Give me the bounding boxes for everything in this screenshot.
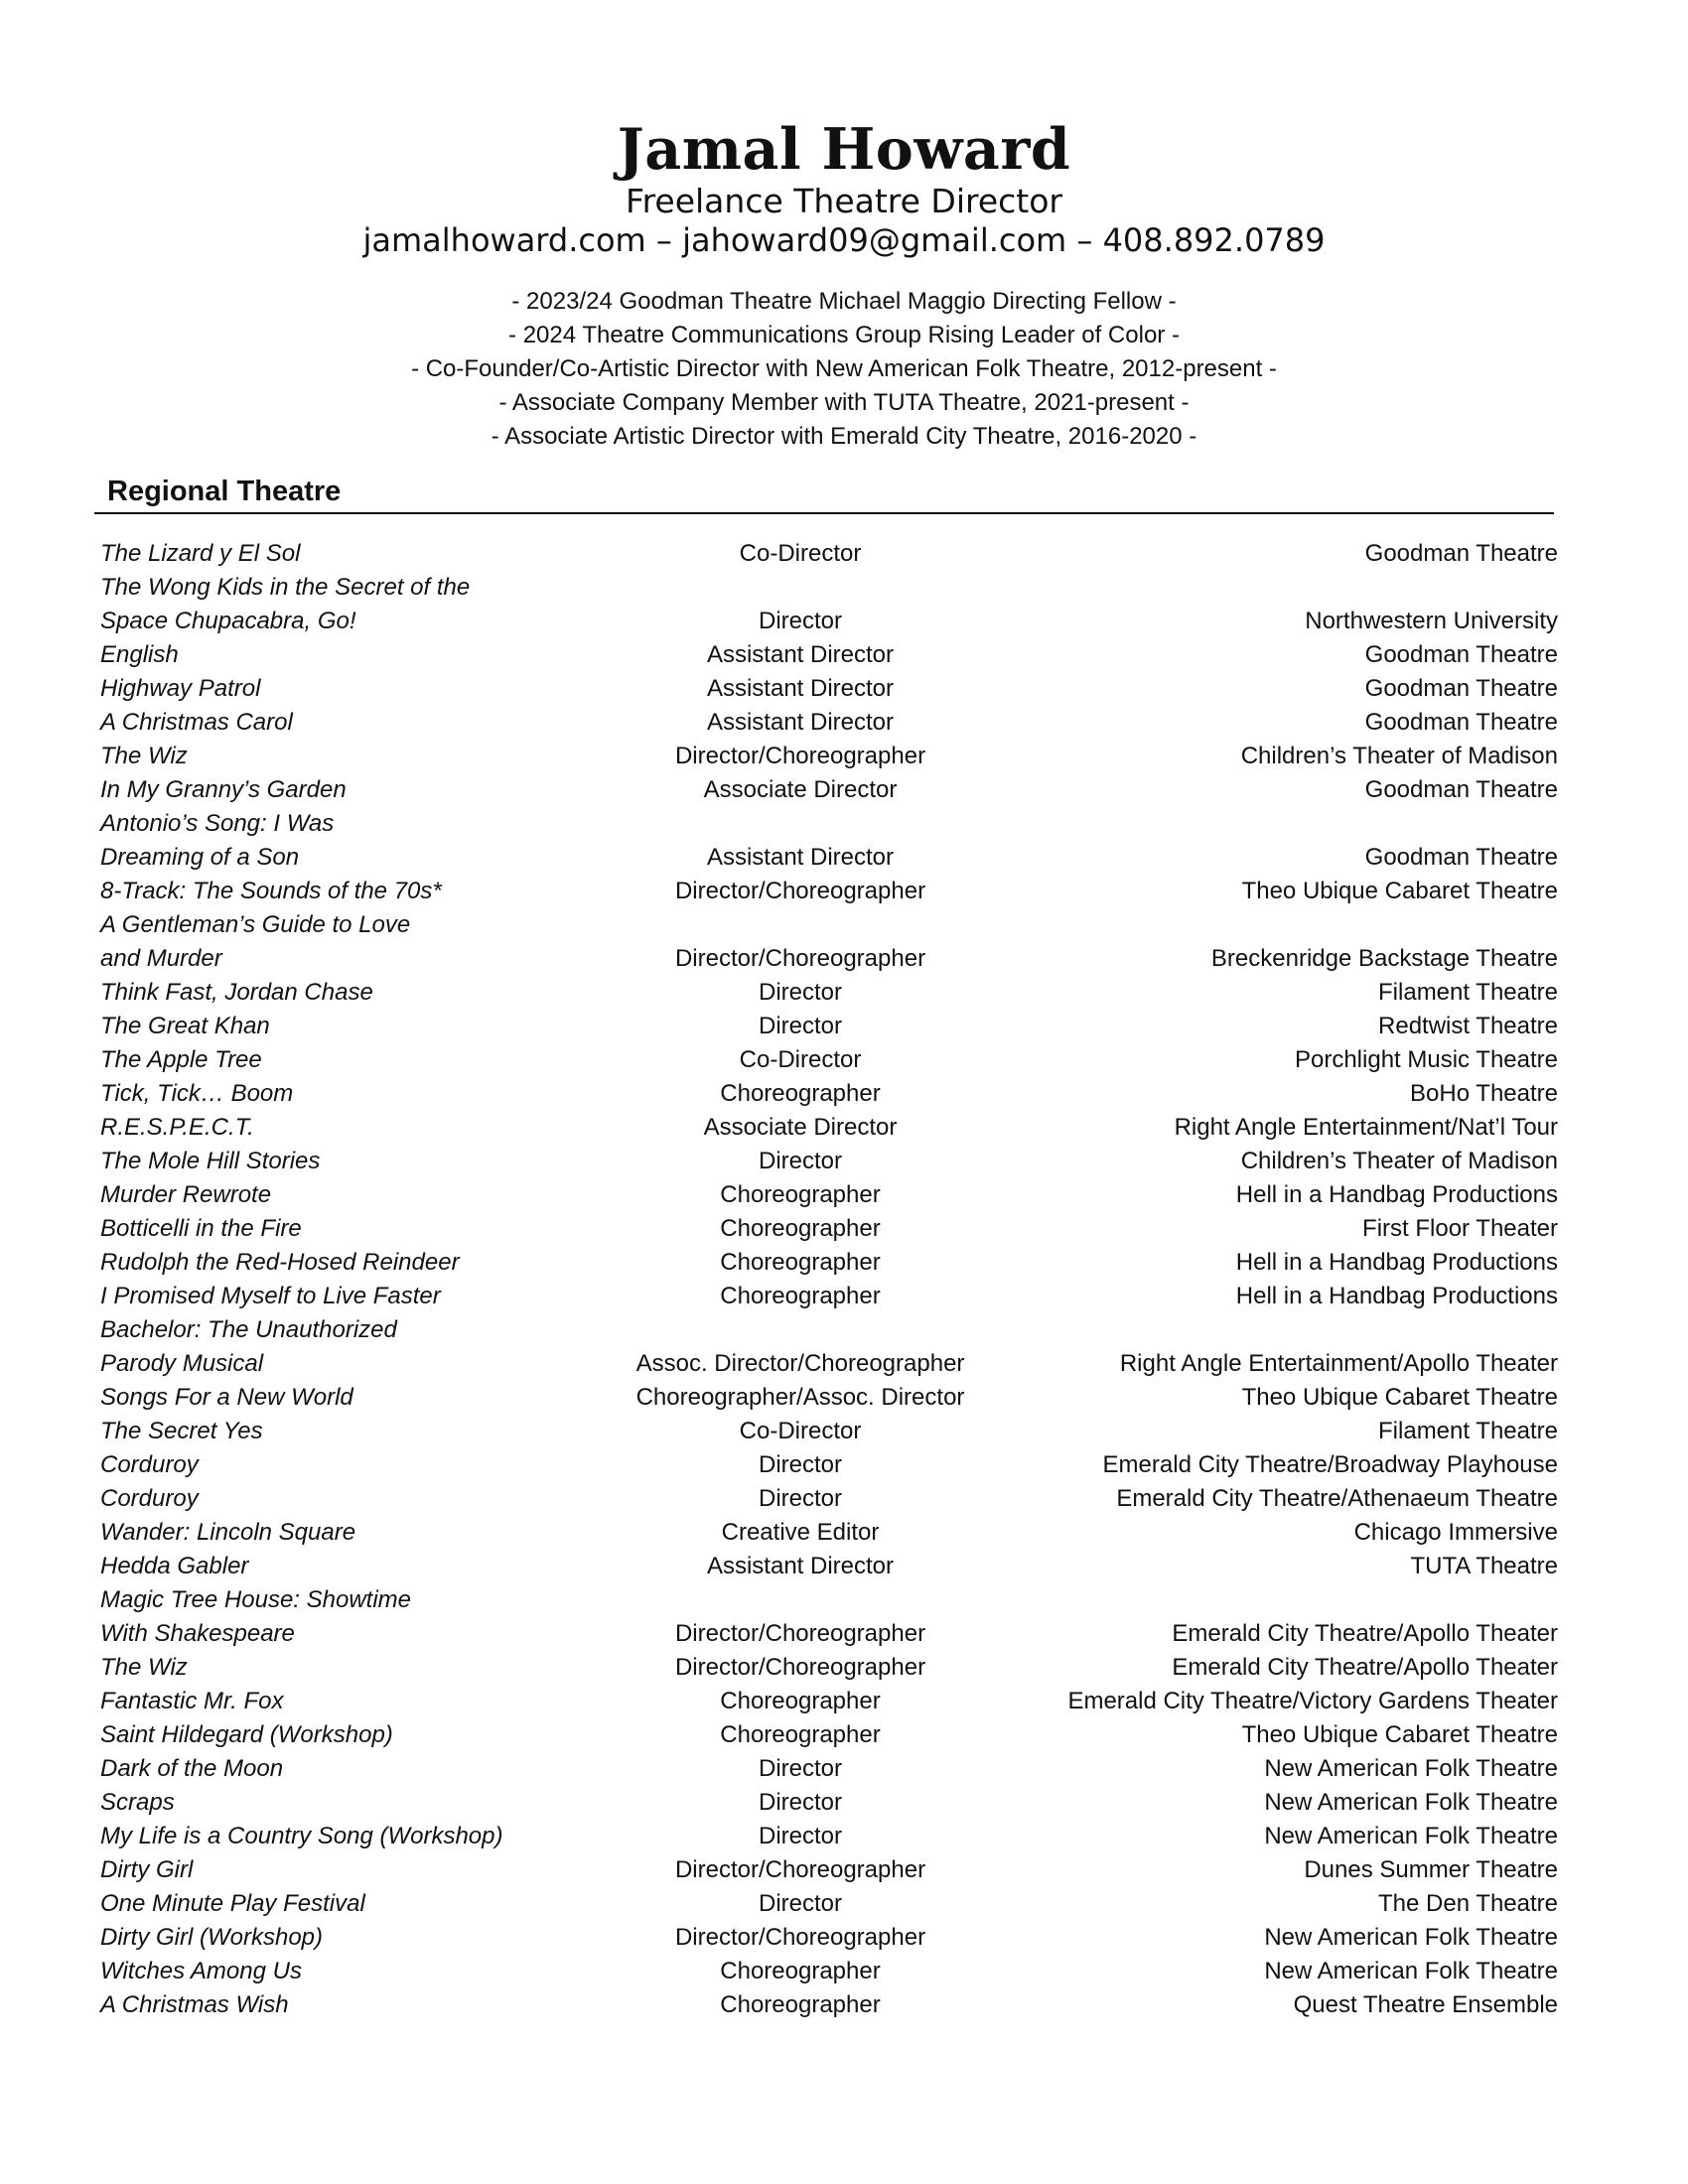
credit-venue: Dunes Summer Theatre <box>1304 1856 1558 1883</box>
credit-venue: Theo Ubique Cabaret Theatre <box>1241 1721 1558 1748</box>
credit-venue: Quest Theatre Ensemble <box>1293 1991 1558 2018</box>
credit-row <box>100 773 1558 807</box>
credit-production-title: Magic Tree House: Showtime With Shakespeare <box>100 1586 412 1647</box>
credit-production-title: The Wiz <box>100 1654 188 1681</box>
credit-role: Choreographer <box>720 1215 881 1242</box>
credit-row <box>100 1482 1558 1516</box>
honors-list <box>0 285 1688 454</box>
credit-row <box>100 740 1558 773</box>
credit-role: Director/Choreographer <box>674 743 926 769</box>
credit-role: Choreographer <box>720 1249 881 1276</box>
credit-row <box>100 1212 1558 1246</box>
credit-role: Director <box>758 979 842 1006</box>
credit-role: Director <box>758 1485 842 1512</box>
credit-role: Director/Choreographer <box>674 1924 926 1951</box>
credit-role: Assistant Director <box>706 675 895 702</box>
credit-row <box>100 976 1558 1010</box>
credit-production-title: R.E.S.P.E.C.T. <box>100 1114 254 1141</box>
credit-role: Choreographer <box>720 1991 881 2018</box>
credit-role: Director <box>758 1789 842 1816</box>
credit-role: Choreographer <box>720 1283 881 1309</box>
credit-venue: Emerald City Theatre/Broadway Playhouse <box>1102 1451 1558 1478</box>
credit-role: Director <box>758 1890 842 1917</box>
credit-venue: BoHo Theatre <box>1410 1080 1558 1107</box>
credit-role: Director <box>758 608 842 634</box>
credit-venue: Redtwist Theatre <box>1378 1013 1558 1039</box>
credit-row <box>100 537 1558 571</box>
credit-production-title: Fantastic Mr. Fox <box>100 1688 284 1714</box>
credit-production-title: My Life is a Country Song (Workshop) <box>100 1823 503 1849</box>
credit-production-title: Murder Rewrote <box>100 1181 272 1208</box>
credit-row <box>100 1685 1558 1718</box>
credit-venue: Filament Theatre <box>1378 1418 1558 1444</box>
credit-row <box>100 1583 1558 1651</box>
credit-role: Creative Editor <box>721 1519 880 1546</box>
credit-venue: Hell in a Handbag Productions <box>1235 1249 1558 1276</box>
credit-production-title: The Lizard y El Sol <box>100 540 301 567</box>
credit-row <box>100 1887 1558 1921</box>
credit-row <box>100 1043 1558 1077</box>
contact-line: jamalhoward.com – jahoward09@gmail.com – 408.892.0789 <box>362 221 1326 259</box>
credit-role: Assistant Director <box>706 641 895 668</box>
credit-venue: Children’s Theater of Madison <box>1240 1148 1558 1174</box>
credit-production-title: Saint Hildegard (Workshop) <box>100 1721 393 1748</box>
credit-role: Director/Choreographer <box>674 878 926 904</box>
credit-role: Assistant Director <box>706 844 895 871</box>
credit-role: Choreographer <box>720 1688 881 1714</box>
credit-venue: Emerald City Theatre/Athenaeum Theatre <box>1116 1485 1558 1512</box>
credit-venue: Emerald City Theatre/Apollo Theater <box>1172 1620 1558 1647</box>
credit-row <box>100 1280 1558 1313</box>
credit-row <box>100 571 1558 638</box>
credit-role: Associate Director <box>703 776 898 803</box>
credit-row <box>100 875 1558 908</box>
section-divider <box>94 512 1554 514</box>
credit-role: Assistant Director <box>706 709 895 736</box>
credit-venue: Theo Ubique Cabaret Theatre <box>1241 1384 1558 1411</box>
credit-venue: New American Folk Theatre <box>1264 1958 1558 1984</box>
credit-production-title: Corduroy <box>100 1451 199 1478</box>
credit-row <box>100 1415 1558 1448</box>
credit-row <box>100 1178 1558 1212</box>
honor-item: - 2024 Theatre Communications Group Rising Leader of Color - <box>508 322 1180 348</box>
credit-role: Assistant Director <box>706 1553 895 1579</box>
credit-venue: Emerald City Theatre/Apollo Theater <box>1172 1654 1558 1681</box>
credit-venue: New American Folk Theatre <box>1264 1823 1558 1849</box>
credit-venue: New American Folk Theatre <box>1264 1789 1558 1816</box>
credit-role: Director <box>758 1823 842 1849</box>
credit-production-title: The Wiz <box>100 743 188 769</box>
credits-list <box>100 537 1558 2022</box>
credit-venue: Goodman Theatre <box>1364 709 1558 736</box>
credit-venue: First Floor Theater <box>1362 1215 1558 1242</box>
credit-venue: Goodman Theatre <box>1364 675 1558 702</box>
credit-row <box>100 1313 1558 1381</box>
job-title: Freelance Theatre Director <box>625 182 1062 220</box>
credit-production-title: Botticelli in the Fire <box>100 1215 302 1242</box>
credit-role: Director/Choreographer <box>674 1856 926 1883</box>
honor-item: - Co-Founder/Co-Artistic Director with New American Folk Theatre, 2012-present - <box>411 355 1277 382</box>
credit-production-title: The Mole Hill Stories <box>100 1148 321 1174</box>
credit-venue: Porchlight Music Theatre <box>1294 1046 1558 1073</box>
credit-production-title: Songs For a New World <box>100 1384 353 1411</box>
credit-role: Director/Choreographer <box>674 1620 926 1647</box>
credit-venue: Northwestern University <box>1305 608 1558 634</box>
credit-row <box>100 1718 1558 1752</box>
honor-item: - Associate Artistic Director with Emerald City Theatre, 2016-2020 - <box>491 423 1197 450</box>
credit-production-title: Hedda Gabler <box>100 1553 249 1579</box>
credit-production-title: The Great Khan <box>100 1013 270 1039</box>
credit-venue: Breckenridge Backstage Theatre <box>1210 945 1558 972</box>
credit-row <box>100 1246 1558 1280</box>
honor-item: - 2023/24 Goodman Theatre Michael Maggio Directing Fellow - <box>511 288 1177 315</box>
credit-row <box>100 1786 1558 1820</box>
credit-venue: Hell in a Handbag Productions <box>1235 1181 1558 1208</box>
credit-role: Director/Choreographer <box>674 1654 926 1681</box>
credit-role: Choreographer <box>720 1958 881 1984</box>
credit-row <box>100 706 1558 740</box>
section-heading-regional-theatre: Regional Theatre <box>107 476 342 507</box>
credit-row <box>100 1111 1558 1145</box>
credit-production-title: A Gentleman’s Guide to Love and Murder <box>100 911 411 972</box>
credit-production-title: Rudolph the Red-Hosed Reindeer <box>100 1249 460 1276</box>
credit-production-title: Dark of the Moon <box>100 1755 284 1782</box>
credit-venue: New American Folk Theatre <box>1264 1924 1558 1951</box>
credit-role: Assoc. Director/Choreographer <box>635 1350 965 1377</box>
credit-venue: Hell in a Handbag Productions <box>1235 1283 1558 1309</box>
credit-production-title: The Apple Tree <box>100 1046 262 1073</box>
credit-row <box>100 1820 1558 1853</box>
credit-production-title: The Wong Kids in the Secret of the Space Chupacabra, Go! <box>100 574 471 634</box>
credit-venue: Right Angle Entertainment/Nat’l Tour <box>1174 1114 1558 1141</box>
credit-role: Co-Director <box>739 540 862 567</box>
credit-row <box>100 1010 1558 1043</box>
credit-production-title: English <box>100 641 179 668</box>
credit-row <box>100 1381 1558 1415</box>
credit-production-title: Think Fast, Jordan Chase <box>100 979 373 1006</box>
credit-venue: Right Angle Entertainment/Apollo Theater <box>1119 1350 1558 1377</box>
credit-venue: Emerald City Theatre/Victory Gardens Theater <box>1067 1688 1558 1714</box>
credit-production-title: In My Granny’s Garden <box>100 776 347 803</box>
credit-row <box>100 1955 1558 1988</box>
credit-production-title: I Promised Myself to Live Faster <box>100 1283 441 1309</box>
resume-name: Jamal Howard <box>617 116 1071 183</box>
credit-production-title: Dirty Girl (Workshop) <box>100 1924 324 1951</box>
credit-production-title: Dirty Girl <box>100 1856 194 1883</box>
credit-row <box>100 1145 1558 1178</box>
credit-role: Co-Director <box>739 1418 862 1444</box>
credit-venue: TUTA Theatre <box>1410 1553 1558 1579</box>
credit-venue: New American Folk Theatre <box>1264 1755 1558 1782</box>
credit-row <box>100 638 1558 672</box>
credit-row <box>100 1752 1558 1786</box>
honor-item: - Associate Company Member with TUTA Theatre, 2021-present - <box>498 389 1190 416</box>
credit-production-title: Antonio’s Song: I Was Dreaming of a Son <box>100 810 335 871</box>
credit-row <box>100 1516 1558 1550</box>
credit-venue: Filament Theatre <box>1378 979 1558 1006</box>
credit-row <box>100 1853 1558 1887</box>
credit-venue: Goodman Theatre <box>1364 776 1558 803</box>
credit-role: Choreographer/Assoc. Director <box>635 1384 965 1411</box>
credit-venue: Theo Ubique Cabaret Theatre <box>1241 878 1558 904</box>
credit-role: Co-Director <box>739 1046 862 1073</box>
credit-row <box>100 1651 1558 1685</box>
credit-row <box>100 672 1558 706</box>
credit-row <box>100 1921 1558 1955</box>
credit-role: Director/Choreographer <box>674 945 926 972</box>
credit-row <box>100 807 1558 875</box>
credit-production-title: Witches Among Us <box>100 1958 302 1984</box>
credit-row <box>100 1077 1558 1111</box>
credit-role: Choreographer <box>720 1080 881 1107</box>
credit-production-title: A Christmas Carol <box>100 709 293 736</box>
credit-production-title: A Christmas Wish <box>100 1991 289 2018</box>
credit-role: Director <box>758 1451 842 1478</box>
credit-role: Associate Director <box>703 1114 898 1141</box>
credit-row <box>100 1988 1558 2022</box>
credit-production-title: Scraps <box>100 1789 175 1816</box>
credit-production-title: Bachelor: The Unauthorized Parody Musical <box>100 1316 397 1377</box>
credit-production-title: Highway Patrol <box>100 675 261 702</box>
credit-production-title: Tick, Tick… Boom <box>100 1080 294 1107</box>
credit-venue: Goodman Theatre <box>1364 540 1558 567</box>
credit-role: Director <box>758 1013 842 1039</box>
credit-row <box>100 1550 1558 1583</box>
credit-venue: Goodman Theatre <box>1364 844 1558 871</box>
credit-role: Choreographer <box>720 1181 881 1208</box>
credit-production-title: Corduroy <box>100 1485 199 1512</box>
credit-row <box>100 908 1558 976</box>
credit-role: Director <box>758 1755 842 1782</box>
credit-production-title: Wander: Lincoln Square <box>100 1519 356 1546</box>
credit-venue: Chicago Immersive <box>1353 1519 1558 1546</box>
credit-venue: Children’s Theater of Madison <box>1240 743 1558 769</box>
credit-role: Choreographer <box>720 1721 881 1748</box>
credit-role: Director <box>758 1148 842 1174</box>
credit-production-title: 8-Track: The Sounds of the 70s* <box>100 878 442 904</box>
credit-venue: The Den Theatre <box>1378 1890 1558 1917</box>
credit-row <box>100 1448 1558 1482</box>
credit-production-title: One Minute Play Festival <box>100 1890 365 1917</box>
credit-venue: Goodman Theatre <box>1364 641 1558 668</box>
credit-production-title: The Secret Yes <box>100 1418 263 1444</box>
